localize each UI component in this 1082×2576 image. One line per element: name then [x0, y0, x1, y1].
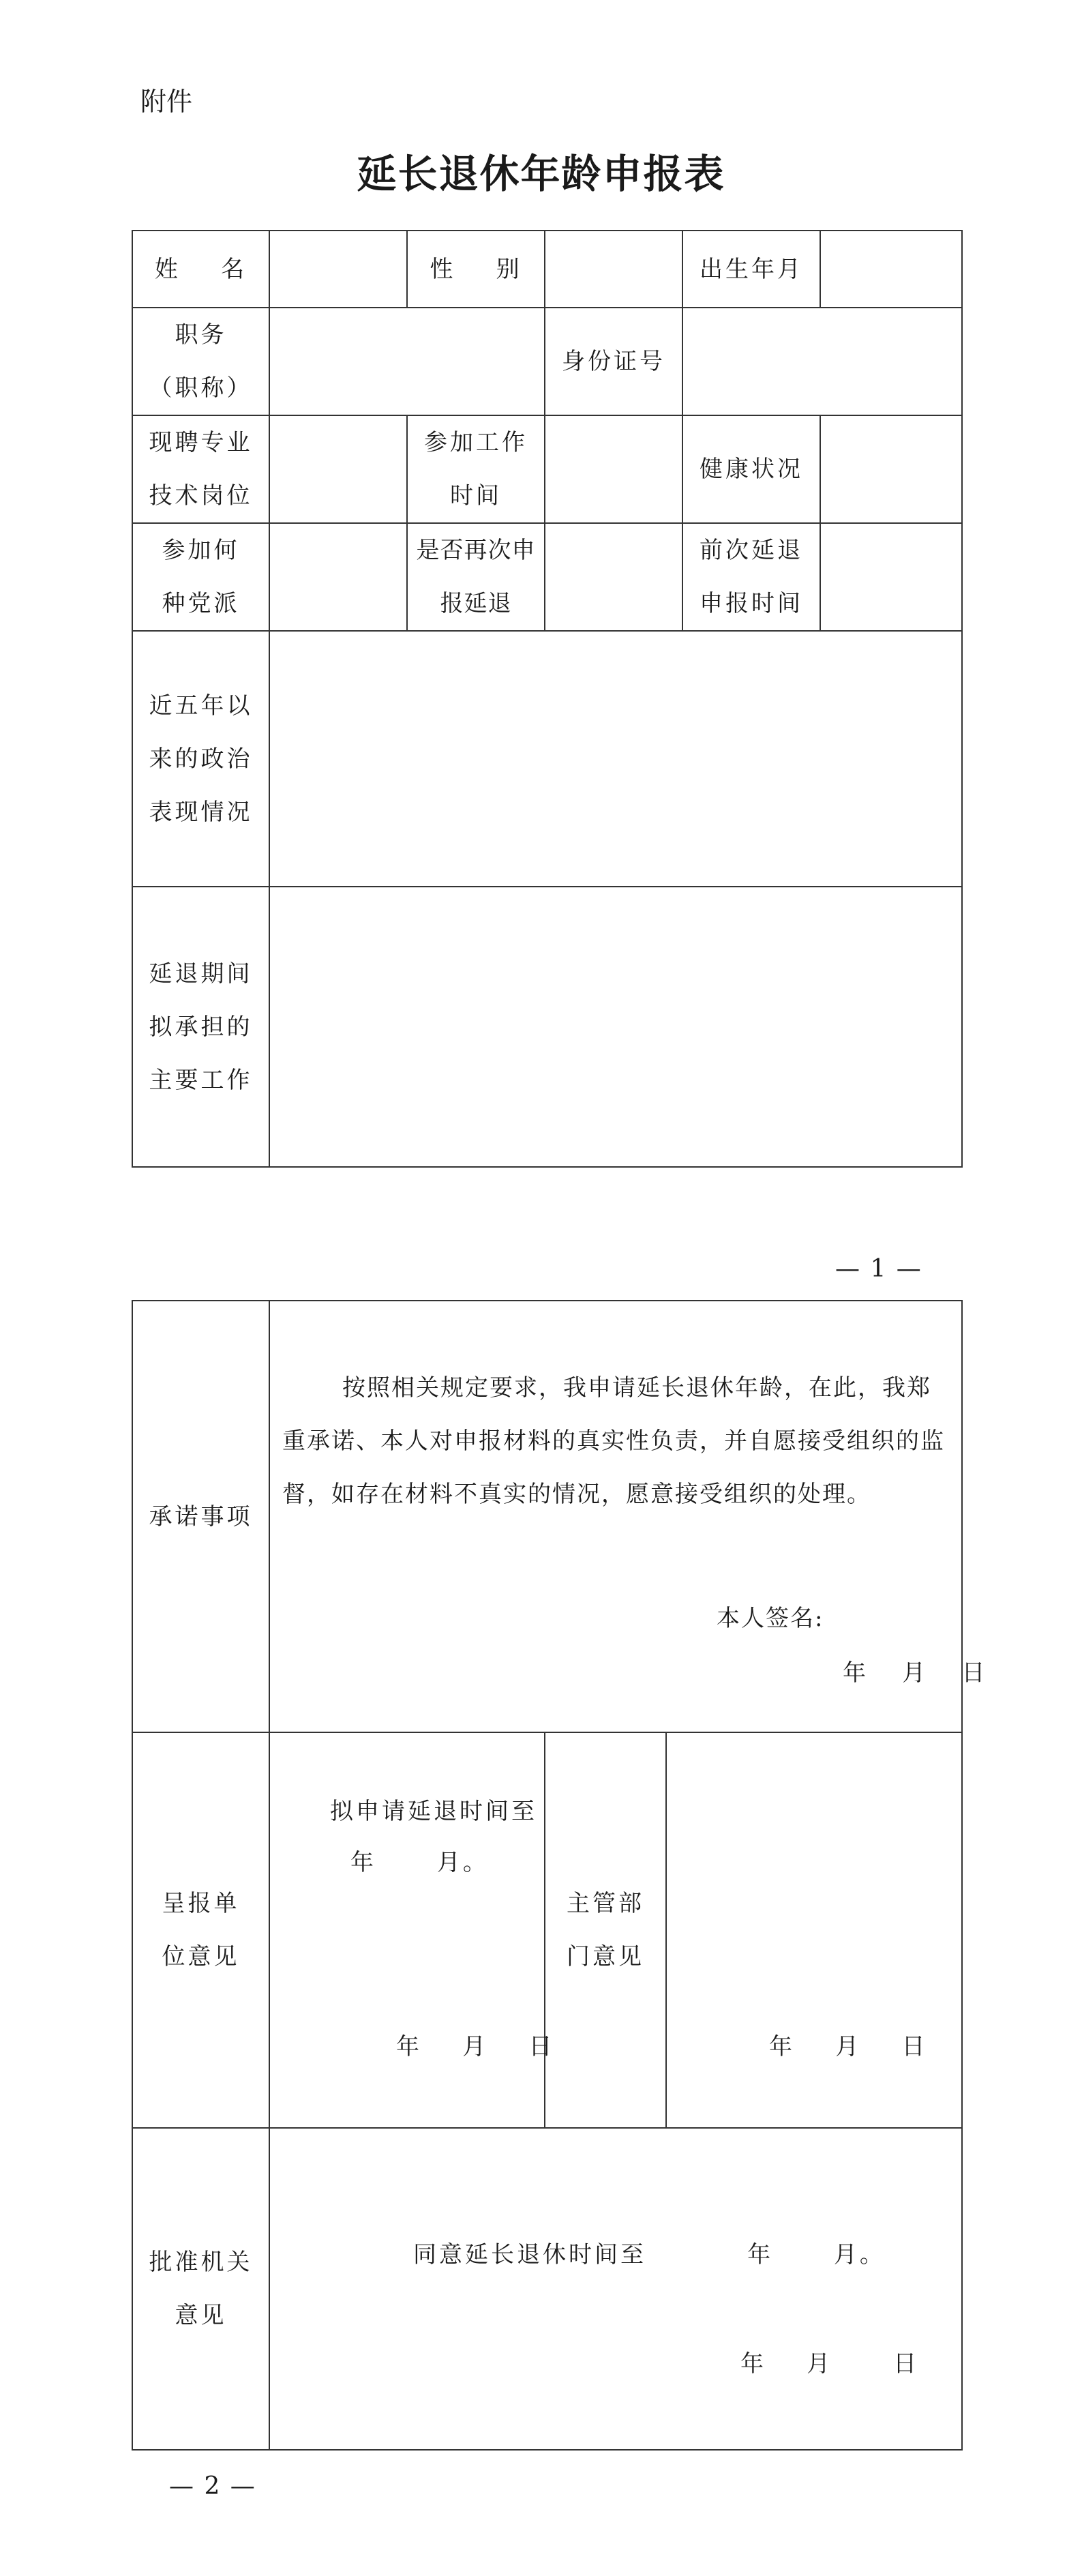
main-work-label-line1: 延退期间	[149, 960, 253, 988]
table-row	[132, 1301, 962, 1732]
party-label-line2: 种党派	[162, 590, 240, 617]
form-table-page1	[132, 230, 963, 1168]
previous-apply-label-line1: 前次延退	[700, 537, 803, 564]
main-work-label	[132, 887, 269, 1167]
unit-opinion-label-line1: 呈报单	[162, 1890, 240, 1917]
table-row	[132, 887, 962, 1167]
position-field[interactable]	[269, 415, 407, 523]
work-start-label	[407, 415, 545, 523]
name-field[interactable]	[269, 231, 407, 308]
dept-opinion-cell[interactable]	[666, 1732, 962, 2128]
main-work-field[interactable]	[269, 887, 962, 1167]
work-start-label-line2: 时间	[450, 482, 502, 509]
signature-date: 年 月 日	[843, 1659, 987, 1687]
page-number-2: — 2 —	[169, 2472, 256, 2500]
reapply-label-line2: 报延退	[440, 590, 512, 617]
dept-opinion-label	[545, 1732, 666, 2128]
unit-opinion-label	[132, 1732, 269, 2128]
signature-label: 本人签名:	[717, 1605, 824, 1632]
position-label-line2: 技术岗位	[149, 482, 253, 509]
birth-field[interactable]	[820, 231, 962, 308]
apply-time-month: 年 月。	[350, 1849, 489, 1876]
health-label: 健康状况	[682, 415, 820, 523]
dept-date: 年 月 日	[769, 2033, 928, 2060]
promise-cell	[269, 1301, 987, 1732]
table-row	[132, 631, 962, 887]
id-number-label: 身份证号	[545, 308, 682, 415]
gender-label: 性 别	[407, 231, 545, 308]
unit-opinion-cell[interactable]	[269, 1732, 555, 2128]
previous-apply-label	[682, 523, 820, 631]
page-number-1: — 1 —	[835, 1255, 922, 1283]
work-start-label-line1: 参加工作	[424, 429, 528, 456]
promise-label: 承诺事项	[132, 1301, 269, 1732]
dept-opinion-label-line2: 门意见	[567, 1943, 644, 1970]
job-title-label	[132, 308, 269, 415]
reapply-field[interactable]	[545, 523, 682, 631]
table-row	[132, 231, 962, 308]
approval-cell[interactable]	[269, 2128, 962, 2450]
position-label	[132, 415, 269, 523]
gender-field[interactable]	[545, 231, 682, 308]
reapply-label-line1: 是否再次申	[416, 537, 536, 564]
job-title-label-line1: 职务	[175, 321, 227, 349]
political-label-line1: 近五年以	[149, 692, 253, 720]
attachment-label: 附件	[140, 87, 193, 117]
approval-label	[132, 2128, 269, 2450]
previous-apply-label-line2: 申报时间	[700, 590, 803, 617]
position-label-line1: 现聘专业	[149, 429, 253, 456]
approval-date: 年 月 日	[740, 2350, 920, 2378]
job-title-label-line2: （职称）	[149, 374, 253, 402]
table-row	[132, 415, 962, 523]
apply-time-text: 拟申请延退时间至	[330, 1798, 537, 1825]
table-row	[132, 523, 962, 631]
political-label-line2: 来的政治	[149, 745, 253, 773]
table-row	[132, 1732, 962, 2128]
promise-text: 按照相关规定要求，我申请延长退休年龄，在此，我郑重承诺、本人对申报材料的真实性负责，并自愿接受组织的监督，如存在材料不真实的情况，愿意接受组织的处理。	[282, 1374, 945, 1508]
job-title-field[interactable]	[269, 308, 545, 415]
agree-text: 同意延长退休时间至 年 月。	[413, 2241, 886, 2268]
previous-apply-field[interactable]	[820, 523, 962, 631]
table-row	[132, 2128, 962, 2450]
party-field[interactable]	[269, 523, 407, 631]
unit-opinion-label-line2: 位意见	[162, 1943, 240, 1970]
birth-label: 出生年月	[682, 231, 820, 308]
approval-label-line2: 意见	[175, 2302, 227, 2329]
health-field[interactable]	[820, 415, 962, 523]
approval-label-line1: 批准机关	[149, 2249, 253, 2276]
page-title: 延长退休年龄申报表	[357, 151, 725, 197]
main-work-label-line2: 拟承担的	[149, 1013, 253, 1041]
dept-opinion-label-line1: 主管部	[567, 1890, 644, 1917]
reapply-label	[407, 523, 545, 631]
unit-date: 年 月 日	[396, 2033, 555, 2060]
main-work-label-line3: 主要工作	[149, 1066, 253, 1094]
political-field[interactable]	[269, 631, 962, 887]
work-start-field[interactable]	[545, 415, 682, 523]
party-label-line1: 参加何	[162, 537, 240, 564]
party-label	[132, 523, 269, 631]
table-row	[132, 308, 962, 415]
name-label: 姓 名	[132, 231, 269, 308]
political-label-line3: 表现情况	[149, 798, 253, 826]
id-number-field[interactable]	[682, 308, 962, 415]
political-label	[132, 631, 269, 887]
form-table-page2	[132, 1300, 987, 2451]
